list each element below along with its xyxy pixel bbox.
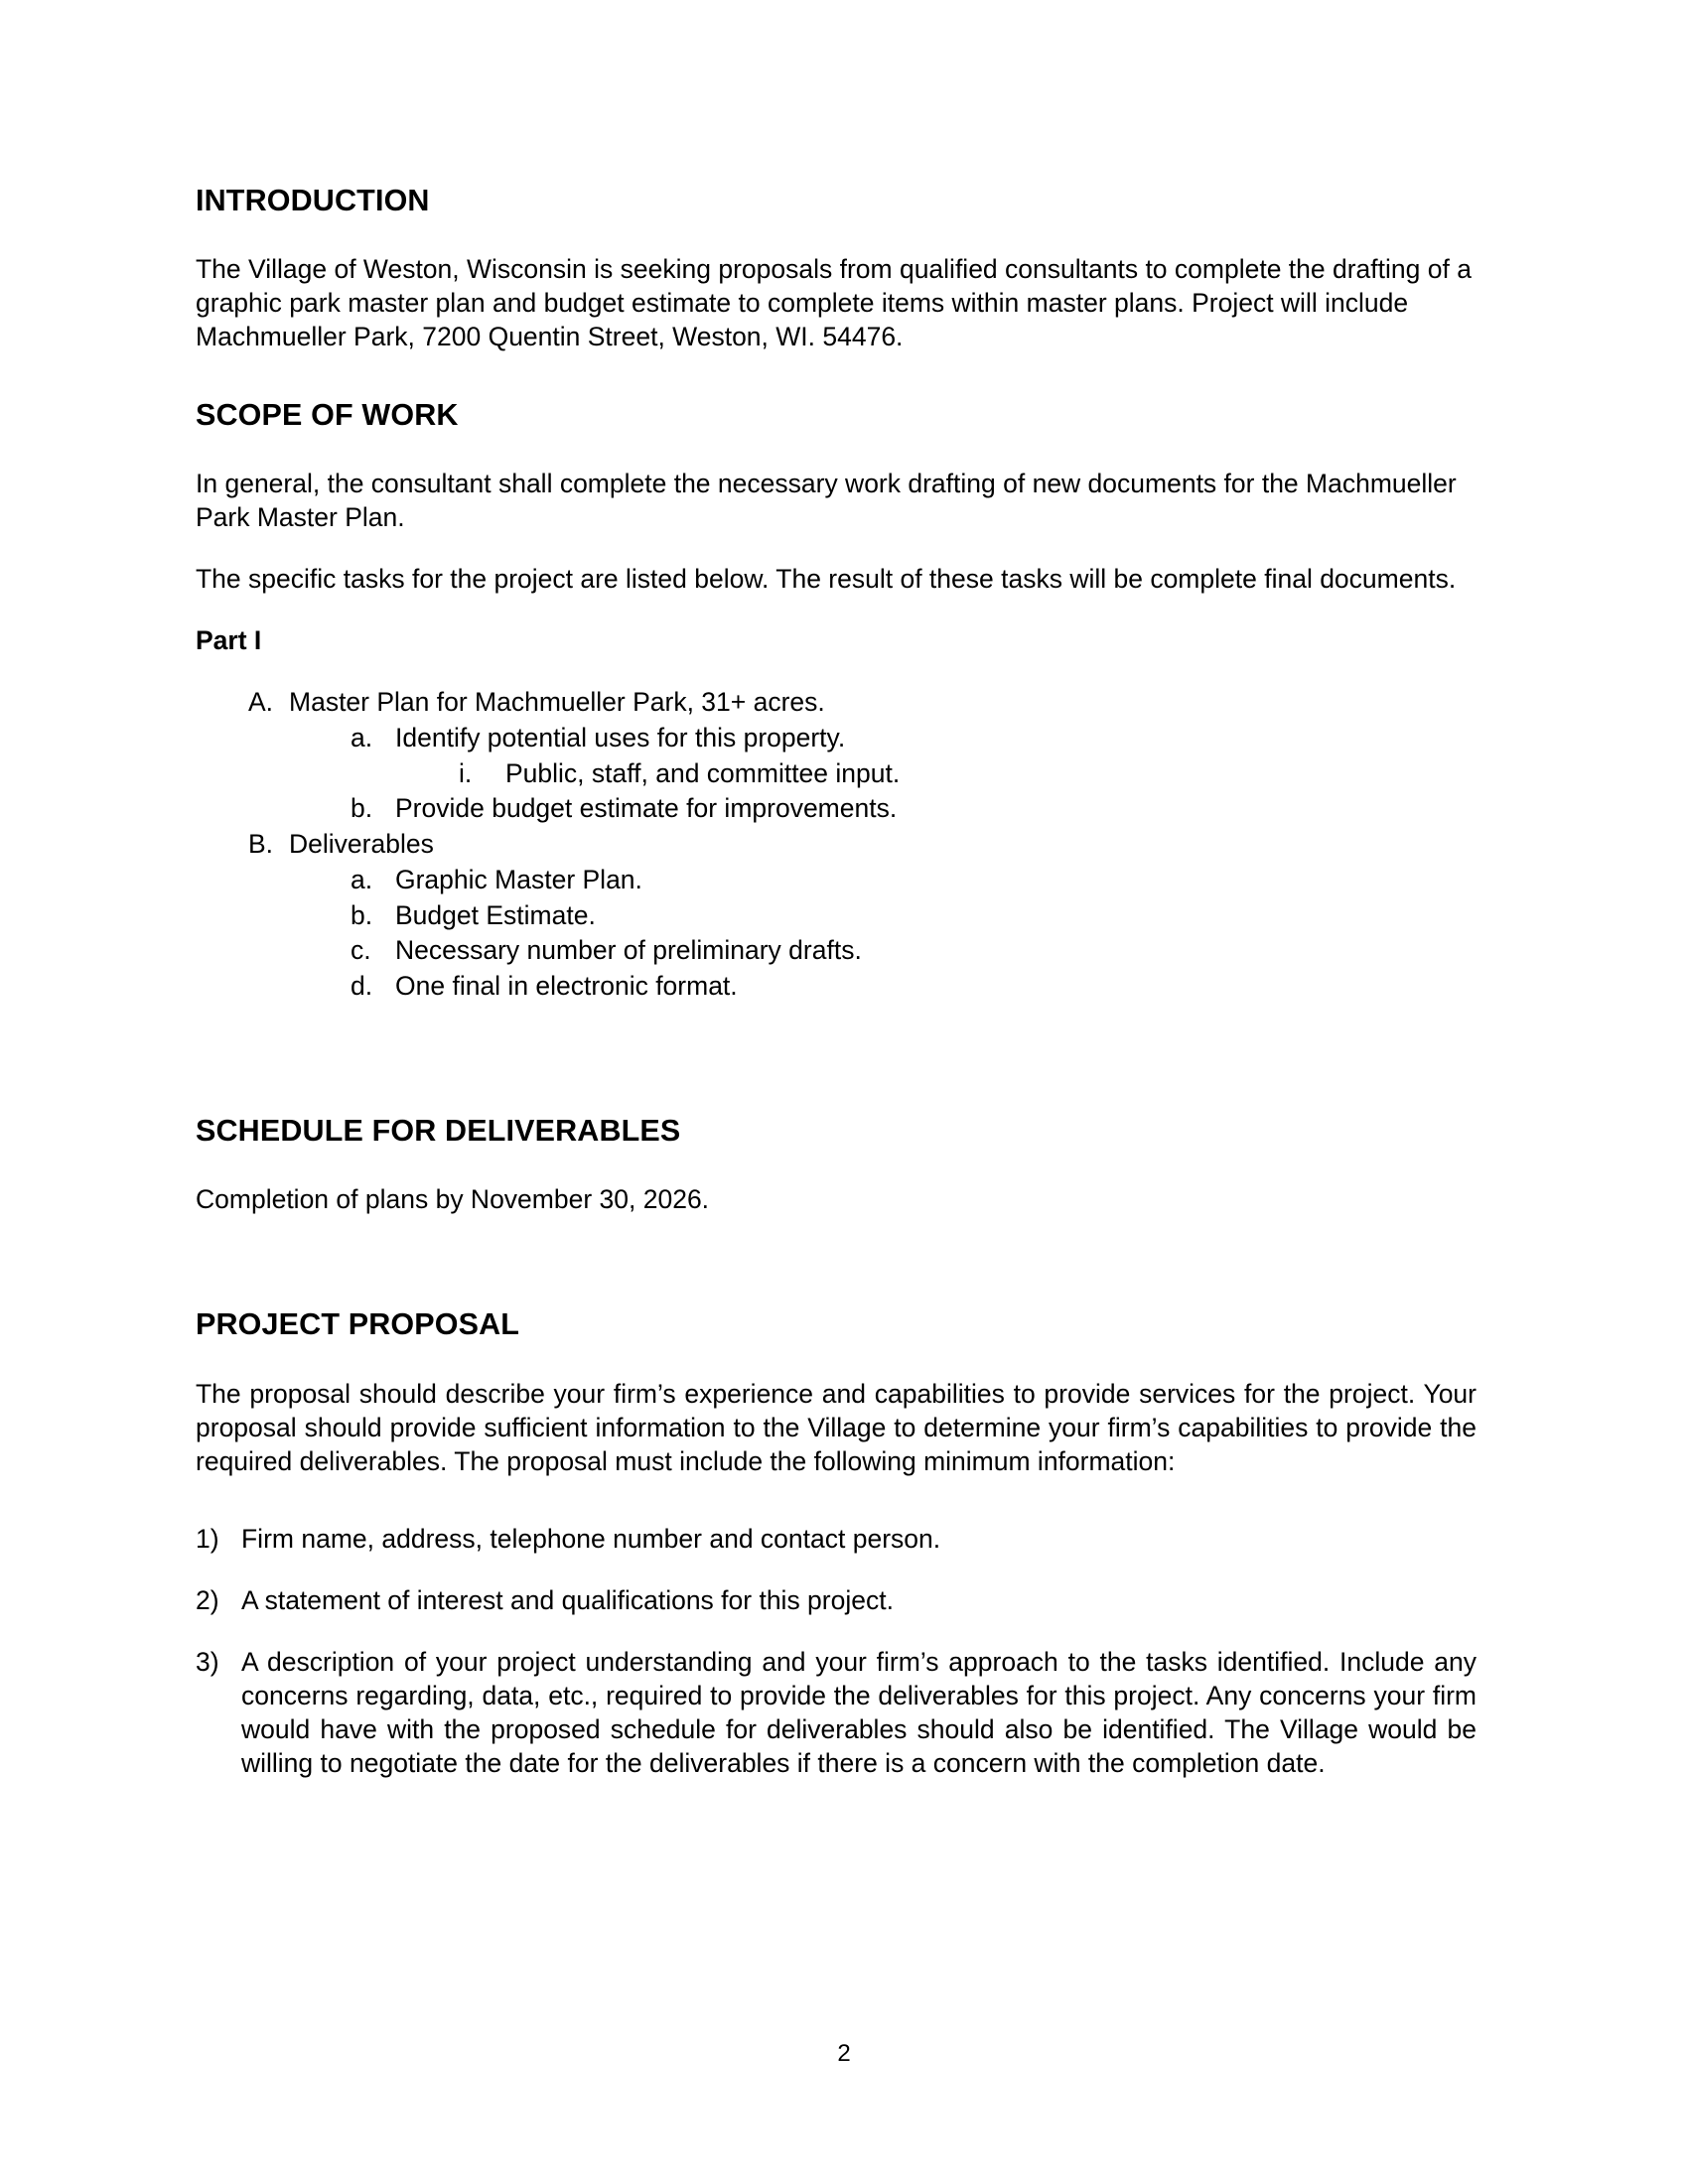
outline-text: Public, staff, and committee input.: [505, 757, 901, 788]
heading-introduction: INTRODUCTION: [196, 184, 430, 217]
page-number: 2: [837, 2040, 851, 2067]
proposal-numbered-list: [196, 1522, 1477, 1780]
outline-marker: i.: [459, 757, 473, 788]
scope-paragraph-2: The specific tasks for the project are listed below. The result of these tasks will be complete final documents.: [196, 563, 1457, 594]
outline-text: Graphic Master Plan.: [395, 864, 642, 894]
spacer: [196, 433, 1477, 467]
outline-marker: a.: [351, 722, 373, 752]
outline-item: [196, 721, 1477, 756]
outline-marker: B.: [248, 829, 274, 860]
spacer: [196, 657, 1477, 685]
outline-marker: A.: [248, 687, 274, 718]
proposal-list-item: [196, 1522, 1477, 1556]
spacer: [196, 1556, 1477, 1583]
proposal-item-text: Firm name, address, telephone number and contact person.: [241, 1523, 941, 1554]
scope-outline-list: [196, 685, 1477, 1005]
proposal-list-item: [196, 1583, 1477, 1617]
outline-text: Necessary number of preliminary drafts.: [395, 935, 862, 966]
spacer: [196, 1005, 1477, 1114]
spacer: [196, 596, 1477, 623]
spacer: [196, 534, 1477, 562]
part-label: Part I: [196, 625, 262, 656]
outline-item: [196, 863, 1477, 898]
outline-text: Provide budget estimate for improvements.: [395, 793, 898, 824]
outline-text: Budget Estimate.: [395, 899, 596, 930]
introduction-paragraph: The Village of Weston, Wisconsin is seeking proposals from qualified consultants to complete the drafting of a graphic park master plan and budget estimate to complete items within master plans. Project will include Machmueller Park, 7200 Quentin Street, Weston, WI. 54476.: [196, 254, 1472, 352]
outline-text: Identify potential uses for this property.: [395, 722, 846, 752]
outline-item: [196, 827, 1477, 863]
outline-text: Deliverables: [289, 829, 434, 860]
outline-marker: a.: [351, 864, 373, 894]
schedule-paragraph: Completion of plans by November 30, 2026.: [196, 1184, 710, 1215]
proposal-item-text: A description of your project understanding and your firm’s approach to the tasks identified. Include any concerns regarding, data, etc., required to provide the deliverables for this project. Any concerns your firm would have with the proposed schedule for deliverables should also be identified. The Village would be willing to negotiate the date for the deliverables if there is a concern with the completion date.: [241, 1647, 1477, 1779]
spacer: [196, 1478, 1477, 1522]
scope-paragraph-1: In general, the consultant shall complete the necessary work drafting of new documents for the Machmueller Park Master Plan.: [196, 468, 1457, 532]
outline-marker: b.: [351, 793, 373, 824]
outline-marker: b.: [351, 899, 373, 930]
outline-marker: c.: [351, 935, 371, 966]
outline-marker: d.: [351, 971, 373, 1002]
project-proposal-paragraph: The proposal should describe your firm’s experience and capabilities to provide services for the project. Your proposal should provide sufficient information to the Village to determine your firm’s capabilities to provide the required deliverables. The proposal must include the following minimum information:: [196, 1378, 1477, 1476]
outline-item: [196, 791, 1477, 827]
heading-scope-of-work: SCOPE OF WORK: [196, 397, 459, 432]
proposal-item-number: 2): [196, 1584, 219, 1615]
outline-text: Master Plan for Machmueller Park, 31+ acres.: [289, 687, 825, 718]
outline-item: [196, 898, 1477, 934]
proposal-item-text: A statement of interest and qualifications for this project.: [241, 1584, 894, 1615]
outline-item: [196, 933, 1477, 969]
proposal-item-number: 1): [196, 1523, 219, 1554]
spacer: [196, 218, 1477, 252]
outline-text: One final in electronic format.: [395, 971, 738, 1002]
outline-item: [196, 969, 1477, 1005]
spacer: [196, 1343, 1477, 1377]
page-content: [196, 184, 1477, 1780]
proposal-item-number: 3): [196, 1647, 219, 1677]
proposal-list-item: [196, 1645, 1477, 1780]
spacer: [196, 1617, 1477, 1645]
heading-project-proposal: PROJECT PROPOSAL: [196, 1307, 520, 1342]
heading-schedule-for-deliverables: SCHEDULE FOR DELIVERABLES: [196, 1113, 681, 1148]
spacer: [196, 354, 1477, 398]
spacer: [196, 1216, 1477, 1307]
outline-item: [196, 685, 1477, 721]
spacer: [196, 1149, 1477, 1182]
outline-item: [196, 756, 1477, 792]
